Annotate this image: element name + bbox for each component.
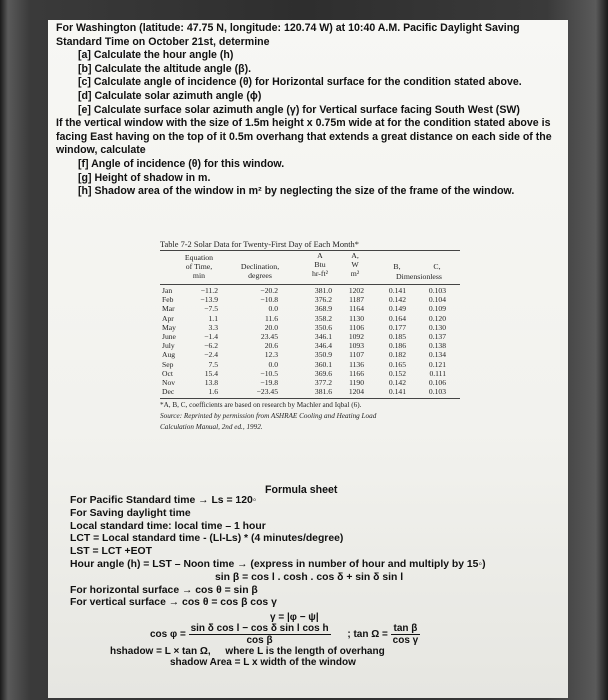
cell-month: Sep [162,359,174,369]
gamma-equation: γ = |φ − ψ| [270,612,319,623]
cell-c: 0.111 [429,368,446,378]
cell-c: 0.103 [428,286,446,295]
cell-b: 0.165 [388,359,406,369]
cell-dec: 20.6 [264,341,278,351]
cell-month: Nov [162,377,176,387]
table-row [160,323,460,332]
cell-b: 0.152 [388,368,406,378]
cell-w: 1136 [349,359,364,369]
cell-a: 369.6 [314,368,332,378]
azimuth-equations [110,612,530,668]
cell-eq: −6.2 [204,341,218,351]
cell-c: 0.103 [428,387,446,397]
cell-dec: −10.8 [260,295,278,305]
table-source: Source: Reprinted by permission from ASHRAE Cooling and Heating Load [160,412,377,421]
cell-w: 1092 [348,331,364,341]
formula-line: LCT = Local standard time - (Ll-Ls) * (4 minutes/degree) [70,533,344,545]
cell-w: 1164 [349,304,364,314]
cell-dec: 23.45 [260,331,278,341]
cell-eq: 3.3 [208,322,218,332]
table-row [160,295,460,304]
formula-line: For vertical surface → cos θ = cos β cos γ [70,597,277,609]
formula-line: sin β = cos l . cosh . cos δ + sin δ sin l [215,571,404,583]
cell-dec: −23.45 [256,387,278,397]
table-row [160,360,460,369]
hshadow-equation: hshadow = L × tan Ω, [110,646,211,657]
table-source-2: Calculation Manual, 2nd ed., 1992. [160,423,263,432]
table-row [160,387,460,396]
table-row [160,304,460,313]
cell-eq: −7.5 [204,304,218,314]
cell-c: 0.138 [428,341,446,351]
cell-w: 1130 [349,313,364,323]
cell-c: 0.104 [428,295,446,305]
cell-month: July [162,341,175,351]
cell-dec: −19.8 [260,377,278,387]
table-row [160,378,460,387]
question-a: [a] Calculate the hour angle (h) [78,49,234,62]
cell-b: 0.141 [388,286,406,295]
header-a-btu: A Btu hr-ft² [311,251,329,278]
formula-line: LST = LCT +EOT [70,546,152,558]
cell-month: June [162,331,176,341]
cell-month: Feb [162,295,174,305]
cell-c: 0.106 [428,377,446,387]
cell-a: 350.6 [314,322,332,332]
formula-line: For Saving daylight time [70,507,191,519]
header-dimensionless: Dimensionless [396,272,442,281]
cell-b: 0.182 [388,350,406,360]
cell-month: Jan [162,286,173,295]
table-row [160,332,460,341]
formula-line: Local standard time: local time – 1 hour [70,520,266,532]
header-equation: Equation of Time, min [184,253,214,280]
cell-eq: 1.1 [208,313,218,323]
question-d: [d] Calculate solar azimuth angle (ϕ) [78,89,262,102]
formula-line: For horizontal surface → cos θ = sin β [70,584,258,596]
cell-b: 0.177 [388,322,406,332]
tan-fraction: $\frac{\text{tan β}}{\text{cos γ}}$ [392,623,419,646]
question-c: [c] Calculate angle of incidence (θ) for Horizontal surface for the condition stated above. [78,76,522,89]
cell-w: 1187 [349,295,364,305]
cell-b: 0.186 [388,341,406,351]
cell-a: 381.6 [314,387,332,397]
cell-eq: −11.2 [200,286,218,295]
formula-line: Hour angle (h) = LST – Noon time → (express in number of hour and multiply by 15◦) [70,558,486,570]
cell-eq: −2.4 [204,350,218,360]
cell-b: 0.142 [388,377,406,387]
header-declination: Declination, degrees [240,262,280,280]
cell-dec: 0.0 [268,359,278,369]
cell-c: 0.130 [428,322,446,332]
cell-dec: 11.6 [264,313,278,323]
table-row [160,350,460,359]
cell-eq: −1.4 [204,331,218,341]
table-row [160,341,460,350]
cell-dec: 20.0 [264,322,278,332]
cell-eq: −13.9 [200,295,218,305]
shadow-area-equation: shadow Area = L x width of the window [170,657,356,668]
cell-b: 0.149 [388,304,406,314]
cell-eq: 1.6 [208,387,218,397]
solar-data-table [160,240,460,432]
cell-month: Mar [162,304,175,314]
cell-month: May [162,322,176,332]
cell-a: 377.2 [314,377,332,387]
table-header [160,251,460,285]
cell-month: Aug [162,350,176,360]
header-b: B, [393,262,401,271]
question-f: [f] Angle of incidence (θ) for this window. [78,157,285,170]
cosphi-label: cos φ = [150,629,186,641]
cell-month: Oct [162,368,173,378]
tan-label: ; tan Ω = [347,629,388,641]
cell-a: 350.9 [314,350,332,360]
table-row [160,314,460,323]
table-footnote: *A, B, C, coefficients are based on research by Machler and Iqbal (6). [160,401,362,410]
table-row [160,369,460,378]
question-g: [g] Height of shadow in m. [78,171,211,184]
cell-month: Dec [162,387,175,397]
cell-a: 381.0 [314,286,332,295]
cell-a: 346.4 [314,341,332,351]
cell-c: 0.120 [428,313,446,323]
cell-dec: −20.2 [260,286,278,295]
question-h: [h] Shadow area of the window in m² by neglecting the size of the frame of the window. [78,185,515,198]
cell-a: 368.9 [314,304,332,314]
formula-list [70,495,560,610]
cell-c: 0.134 [428,350,446,360]
cell-w: 1202 [348,286,364,295]
cell-dec: 0.0 [268,304,278,314]
table-row [160,286,460,295]
window-description: If the vertical window with the size of 1.5m height x 0.75m wide at for the condition stated above is facing East having on the top of it 0.5m overhang that extends a great distance on each side of the window, calculate [56,117,552,157]
formula-sheet-title: Formula sheet [265,484,338,496]
table-title: Table 7-2 Solar Data for Twenty-First Day of Each Month* [160,240,460,251]
cell-c: 0.137 [428,331,446,341]
cell-dec: −10.5 [260,368,278,378]
problem-intro: For Washington (latitude: 47.75 N, longitude: 120.74 W) at 10:40 A.M. Pacific Daylight Saving Standard Time on October 21st, determine [56,22,520,48]
cell-eq: 13.8 [204,377,218,387]
cell-w: 1093 [348,341,364,351]
cell-a: 358.2 [314,313,332,323]
overhang-note: where L is the length of overhang [225,646,385,657]
cell-b: 0.164 [388,313,406,323]
table-body [160,285,460,399]
header-a-w: A, W m² [350,251,360,278]
cell-b: 0.185 [388,331,406,341]
cell-dec: 12.3 [264,350,278,360]
cell-a: 376.2 [314,295,332,305]
cell-w: 1204 [348,387,364,397]
cell-c: 0.121 [428,359,446,369]
cell-w: 1107 [349,350,364,360]
cell-w: 1106 [349,322,364,332]
question-e: [e] Calculate surface solar azimuth angle (γ) for Vertical surface facing South West (SW) [78,103,520,116]
cell-w: 1166 [349,368,364,378]
cell-eq: 15.4 [204,368,218,378]
cell-c: 0.109 [428,304,446,314]
cell-month: Apr [162,313,174,323]
question-b: [b] Calculate the altitude angle (β). [78,62,252,75]
cell-b: 0.141 [388,387,406,397]
cell-b: 0.142 [388,295,406,305]
formula-line: For Pacific Standard time → Ls = 120◦ [70,495,257,506]
cell-eq: 7.5 [208,359,218,369]
cosphi-fraction: $\frac{\text{sin δ cos l − cos δ sin l cos h}}{\text{cos β}}$ [190,623,329,646]
problem-statement [56,22,561,199]
header-c: C, [433,262,441,271]
cell-w: 1190 [349,377,364,387]
cell-a: 360.1 [314,359,332,369]
cell-a: 346.1 [314,331,332,341]
